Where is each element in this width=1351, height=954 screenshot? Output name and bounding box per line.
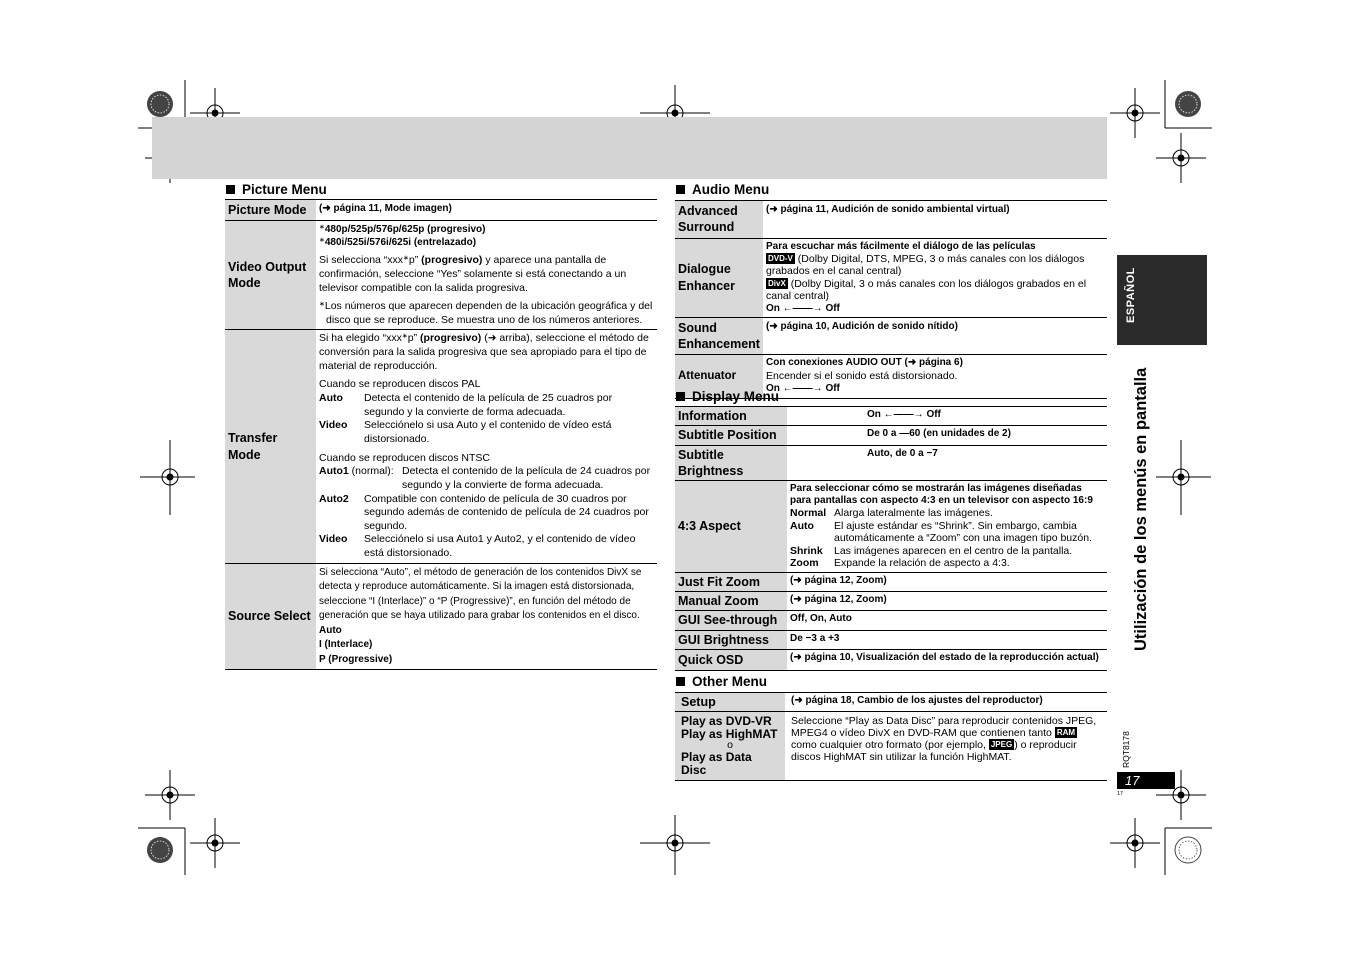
tm-ntsc-heading: Cuando se reproducen discos NTSC (319, 451, 491, 464)
table-row: Dialogue Enhancer Para escuchar más fácilmente el diálogo de las películas DVD-V (Dolby Digital, DTS, MPEG, 3 o más canales con los diálogos grabados en el canal central) DivX (Dolby Digital, 3 o más canales con los diálogos grabados en el canal central) On ←——→ Off (675, 238, 1107, 317)
aspect-zoom-label: Zoom (790, 557, 819, 570)
table-row (225, 200, 657, 221)
table-row (675, 445, 1107, 481)
table-row (675, 407, 1107, 426)
gui-brightness-value: De −3 a +3 (787, 630, 1107, 649)
information-label: Information (675, 407, 787, 426)
vom-footnote: ∗Los números que aparecen dependen de la ubicación geográfica y del disco que se reproduce. Se muestra uno de los números anteriores. (319, 300, 653, 326)
table-row (675, 592, 1107, 611)
display-menu-heading: Display Menu (676, 389, 779, 404)
play-as-text: Seleccione “Play as Data Disc” para reproducir contenidos JPEG, MPEG4 o vídeo DivX en DVD-RAM que contienen tanto RAM como cualquier otro formato (por ejemplo, JPEG ) o reproducir discos HighMAT sin utilizar la función HighMAT. (785, 712, 1107, 780)
tm-auto-text: Detecta el contenido de la película de 25 cuadros por segundo y la convierte de forma adecuada. (364, 392, 613, 418)
play-as-dvd-vr: Play as DVD-VR (681, 714, 772, 729)
play-or: o (727, 739, 733, 752)
quick-osd-label: Quick OSD (675, 649, 787, 670)
divx-badge: DivX (768, 278, 786, 288)
manual-zoom-label: Manual Zoom (675, 592, 787, 611)
crosshair-icon (1110, 818, 1160, 868)
vom-option-2: 480i/525i/576i/625i (entrelazado) (324, 237, 477, 249)
picture-menu-table (225, 199, 657, 670)
audio-menu-table (675, 200, 1107, 399)
just-fit-zoom-value: (➜ página 12, Zoom) (787, 572, 1107, 591)
subtitle-position-value: De 0 a —60 (en unidades de 2) (787, 426, 1107, 445)
vom-option-1: 480p/525p/576p/625p (progresivo) (324, 224, 486, 236)
tm-auto1-text: Detecta el contenido de la película de 24 cuadros por segundo y la convierte de forma adecuada. (402, 465, 651, 491)
ss-option-progressive: P (Progressive) (319, 653, 393, 665)
advanced-surround-value: (➜ página 11, Audición de sonido ambiental virtual) (763, 201, 1107, 239)
dvd-v-badge: DVD-V (768, 253, 793, 263)
tm-video-label: Video (319, 419, 348, 432)
picture-mode-value: (➜ página 11, Mode imagen) (316, 200, 657, 221)
tm-pal-heading: Cuando se reproducen discos PAL (319, 378, 481, 391)
ss-option-auto: Auto (319, 624, 342, 636)
rosette-icon (1175, 91, 1201, 117)
table-row (675, 649, 1107, 670)
table-row (675, 201, 1107, 239)
ss-option-interlace: I (Interlace) (319, 639, 373, 651)
subtitle-brightness-label: Subtitle Brightness (675, 445, 787, 481)
quick-osd-value: (➜ página 10, Visualización del estado de la reproducción actual) (787, 649, 1107, 670)
play-as-data-disc: Play as Data Disc (681, 750, 752, 778)
jpeg-badge: JPEG (990, 740, 1013, 750)
header-bar (152, 117, 1107, 179)
aspect-normal-text: Alarga lateralmente las imágenes. (834, 507, 993, 519)
gui-see-through-value: Off, On, Auto (787, 611, 1107, 630)
crosshair-icon (640, 815, 710, 875)
table-row (675, 630, 1107, 649)
rosette-icon (147, 91, 173, 117)
rosette-icon (1175, 837, 1201, 863)
manual-zoom-value: (➜ página 12, Zoom) (787, 592, 1107, 611)
tm-auto1-label: Auto1 (319, 465, 349, 478)
language-tab-label: ESPAÑOL (1125, 267, 1137, 323)
crosshair-icon (1156, 440, 1211, 515)
display-menu-table (675, 406, 1107, 671)
crosshair-icon (145, 770, 195, 820)
table-row (675, 317, 1107, 355)
setup-label: Setup (675, 693, 785, 712)
gui-brightness-label: GUI Brightness (675, 630, 787, 649)
video-output-mode-label: Video Output Mode (225, 221, 316, 330)
setup-value: (➜ página 18, Cambio de los ajustes del reproductor) (785, 693, 1107, 712)
table-row (225, 563, 657, 670)
table-row: Transfer Mode Si ha elegido “xxx∗p” (progresivo) (➜ arriba), seleccione el método de conversión para la salida progresiva que sea apropiado para el tipo de material de reproducción. Cuando se reproducen discos PAL Auto Detecta el contenido de la película de 25 cuadros por segundo y la convierte de forma adecuada. Video Selecciónelo si usa Auto y el contenido de vídeo está distorsionado. Cuando se reproducen discos NTSC Auto1 (normal): Detecta el contenido de la película de 24 cuadros por segundo y la convierte de forma adecuada. Auto2 Compatible con contenido de película de 30 cuadros por segundo además de contenido de película de 24 cuadros por segundo. Video Selecciónelo si usa Auto1 y Auto2, y el contenido de vídeo está distorsionado. (225, 330, 657, 563)
subtitle-position-label: Subtitle Position (675, 426, 787, 445)
just-fit-zoom-label: Just Fit Zoom (675, 572, 787, 591)
sound-enhancement-label: Sound Enhancement (675, 317, 763, 355)
tm-auto2-label: Auto2 (319, 492, 349, 505)
ss-text: Si selecciona “Auto”, el método de generación de los contenidos DivX se detecta y reproduce automáticamente. Si la imagen está distorsionada, seleccione “I (Interlace)” o “P (Progressive)”, en función del método de generación que se haya utilizado para grabar los contenidos en el disco. (319, 566, 642, 622)
table-row (675, 572, 1107, 591)
aspect-auto-label: Auto (790, 519, 814, 532)
tm-auto-label: Auto (319, 392, 343, 405)
tm-video-text: Selecciónelo si usa Auto y el contenido de vídeo está distorsionado. (364, 419, 612, 445)
table-row (675, 712, 1107, 780)
vertical-page-title: Utilización de los menús en pantalla (1132, 367, 1150, 651)
picture-mode-label: Picture Mode (225, 200, 316, 221)
ram-badge: RAM (1056, 728, 1076, 738)
crosshair-icon (1110, 88, 1160, 138)
crosshair-icon (1156, 133, 1206, 183)
page-number: 17 (1125, 773, 1140, 788)
table-row (675, 426, 1107, 445)
aspect-normal-label: Normal (790, 507, 827, 519)
crosshair-icon (140, 440, 195, 515)
tm-auto2-text: Compatible con contenido de película de 30 cuadros por segundo además de contenido de película de 24 cuadros por segundo. (364, 492, 649, 532)
aspect-zoom-text: Expande la relación de aspecto a 4:3. (834, 557, 1010, 570)
aspect-label: 4:3 Aspect (675, 481, 787, 573)
tm-intro: Si ha elegido “xxx∗p” (progresivo) (➜ arriba), seleccione el método de conversión para la salida progresiva que sea apropiado para el tipo de material de reproducción. (319, 332, 649, 372)
page-number-box (1117, 772, 1175, 789)
aspect-shrink-text: Las imágenes aparecen en el centro de la pantalla. (834, 544, 1073, 557)
aspect-auto-text: El ajuste estándar es “Shrink”. Sin embargo, cambia automáticamente a “Zoom” con una imagen tipo buzón. (834, 519, 1092, 545)
page-number-small: 17 (1117, 791, 1124, 797)
play-as-highmat: Play as HighMAT (681, 726, 778, 741)
audio-menu-heading: Audio Menu (676, 182, 769, 197)
sound-enhancement-value: (➜ página 10, Audición de sonido nítido) (763, 317, 1107, 355)
dialogue-enhancer-label: Dialogue Enhancer (675, 238, 763, 317)
tm-video2-label: Video (319, 533, 348, 546)
table-row (675, 693, 1107, 712)
table-row: Video Output Mode ∗480p/525p/576p/625p (progresivo) ∗480i/525i/576i/625i (entrelazado) Si selecciona “xxx∗p” (progresivo) y aparece una pantalla de confirmación, seleccione “Yes” solamente si está conectando a un televisor compatible con la salida progresiva. ∗Los números que aparecen dependen de la ubicación geográfica y del disco que se reproduce. Se muestra uno de los números anteriores. (225, 221, 657, 330)
information-value: On ←——→ Off (787, 407, 1107, 426)
transfer-mode-label: Transfer Mode (225, 330, 316, 563)
table-row (675, 611, 1107, 630)
source-select-label: Source Select (225, 563, 316, 670)
crosshair-icon (640, 85, 710, 121)
table-row (675, 481, 1107, 573)
de-heading: Para escuchar más fácilmente el diálogo de las películas (766, 240, 1036, 252)
crosshair-icon (190, 818, 240, 868)
de-on-off: On ←——→ Off (766, 302, 840, 314)
subtitle-brightness-value: Auto, de 0 a −7 (787, 445, 1107, 481)
picture-menu-heading: Picture Menu (226, 182, 327, 197)
rosette-icon (147, 837, 173, 863)
attenuator-label: Attenuator (675, 355, 763, 398)
tm-video2-text: Selecciónelo si usa Auto1 y Auto2, y el contenido de vídeo está distorsionado. (364, 533, 636, 560)
attenuator-text: Encender si el sonido está distorsionado. (766, 369, 958, 382)
document-code: RQT8178 (1121, 731, 1131, 768)
attenuator-heading: Con conexiones AUDIO OUT (➜ página 6) (766, 357, 963, 369)
other-menu-heading: Other Menu (676, 674, 767, 689)
other-menu-table (675, 692, 1107, 781)
aspect-shrink-label: Shrink (790, 544, 823, 557)
vom-paragraph: Si selecciona “xxx∗p” (progresivo) y aparece una pantalla de confirmación, seleccione “Yes” solamente si está conectando a un televisor compatible con la salida progresiva. (319, 254, 627, 294)
gui-see-through-label: GUI See-through (675, 611, 787, 630)
aspect-heading: Para seleccionar cómo se mostrarán las imágenes diseñadas para pantallas con aspecto 4:3 en un televisor con aspecto 16:9 (790, 483, 1093, 506)
attenuator-on-off: On ←——→ Off (766, 383, 840, 394)
advanced-surround-label: Advanced Surround (675, 201, 763, 239)
